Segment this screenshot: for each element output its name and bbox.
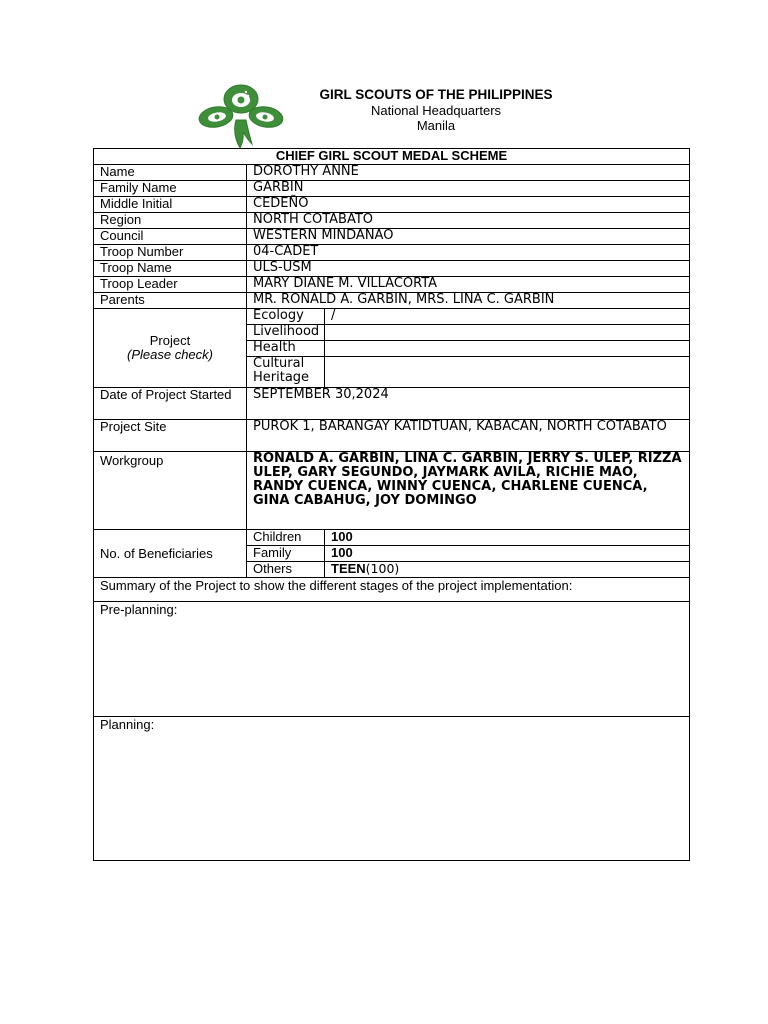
field-value-troop-name: ULS-USM (247, 261, 690, 277)
field-value-council: WESTERN MINDANAO (247, 229, 690, 245)
project-check-ecology[interactable]: / (325, 309, 690, 325)
medal-scheme-form (93, 148, 690, 861)
project-option-cultural-heritage: Cultural Heritage (247, 357, 325, 388)
field-value-project-site: PUROK 1, BARANGAY KATIDTUAN, KABACAN, NORTH COTABATO (247, 420, 690, 452)
field-label-beneficiaries: No. of Beneficiaries (94, 530, 247, 578)
field-label-region: Region (94, 213, 247, 229)
project-option-livelihood: Livelihood (247, 325, 325, 341)
project-type-label-cell (94, 309, 247, 388)
field-label-council: Council (94, 229, 247, 245)
office-name: National Headquarters (370, 103, 502, 118)
project-check-cultural-heritage[interactable] (325, 357, 690, 388)
project-check-health[interactable] (325, 341, 690, 357)
field-label-name: Name (94, 165, 247, 181)
field-value-middle-initial: CEDEÑO (247, 197, 690, 213)
field-value-parents: MR. RONALD A. GARBIN, MRS. LINA C. GARBIN (247, 293, 690, 309)
field-label-date-started: Date of Project Started (94, 388, 247, 420)
field-label-troop-name: Troop Name (94, 261, 247, 277)
project-hint: (Please check) (127, 347, 213, 362)
beneficiary-category-others: Others (247, 562, 325, 578)
form-title: CHIEF GIRL SCOUT MEDAL SCHEME (94, 149, 690, 165)
field-label-family-name: Family Name (94, 181, 247, 197)
stage-pre-planning: Pre-planning: (94, 602, 690, 717)
beneficiary-value-children: 100 (325, 530, 690, 546)
field-label-middle-initial: Middle Initial (94, 197, 247, 213)
field-label-parents: Parents (94, 293, 247, 309)
field-label-troop-leader: Troop Leader (94, 277, 247, 293)
field-value-family-name: GARBIN (247, 181, 690, 197)
summary-instructions: Summary of the Project to show the different stages of the project implementation: (94, 578, 690, 602)
project-check-livelihood[interactable] (325, 325, 690, 341)
letterhead (296, 87, 576, 133)
organization-name: GIRL SCOUTS OF THE PHILIPPINES (319, 87, 553, 102)
field-label-workgroup: Workgroup (94, 452, 247, 530)
project-option-health: Health (247, 341, 325, 357)
field-value-troop-leader: MARY DIANE M. VILLACORTA (247, 277, 690, 293)
office-city: Manila (416, 118, 456, 133)
field-value-troop-number: 04-CADET (247, 245, 690, 261)
field-value-name: DOROTHY ANNE (247, 165, 690, 181)
project-label: Project (149, 333, 191, 348)
field-value-workgroup: RONALD A. GARBIN, LINA C. GARBIN, JERRY S. ULEP, RIZZA ULEP, GARY SEGUNDO, JAYMARK AVILA, RICHIE MAO, RANDY CUENCA, WINNY CUENCA, CHARLENE CUENCA, GINA CABAHUG, JOY DOMINGO (247, 452, 690, 530)
gsp-trefoil-logo-icon (196, 82, 286, 150)
beneficiary-category-children: Children (247, 530, 325, 546)
field-value-date-started: SEPTEMBER 30,2024 (247, 388, 690, 420)
field-value-region: NORTH COTABATO (247, 213, 690, 229)
beneficiary-value-others-cell (325, 562, 690, 578)
beneficiary-value-others-count: (100) (365, 561, 400, 576)
beneficiary-value-others: TEEN (331, 561, 366, 576)
field-label-troop-number: Troop Number (94, 245, 247, 261)
beneficiary-category-family: Family (247, 546, 325, 562)
project-option-ecology: Ecology (247, 309, 325, 325)
beneficiary-value-family: 100 (325, 546, 690, 562)
field-label-project-site: Project Site (94, 420, 247, 452)
stage-planning: Planning: (94, 717, 690, 861)
